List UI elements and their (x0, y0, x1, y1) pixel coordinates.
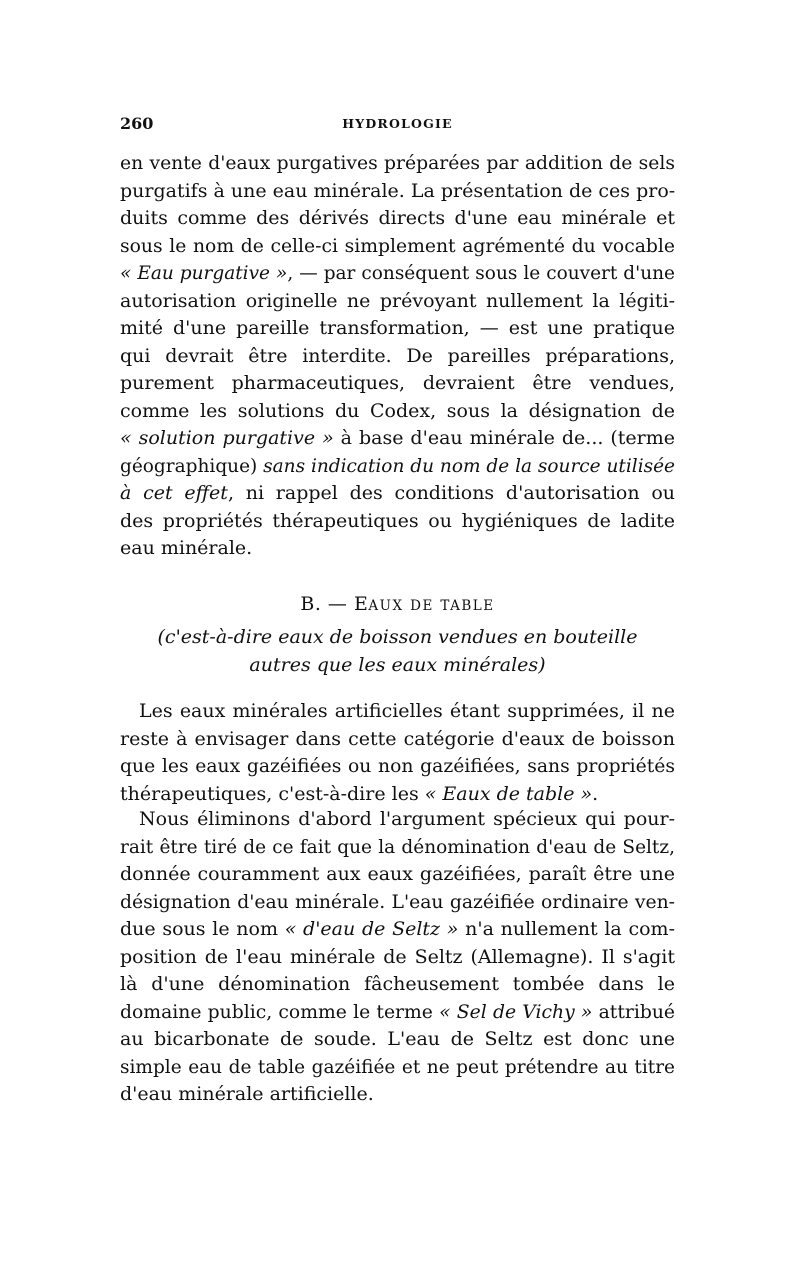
text-line: position de l'eau minérale de Seltz (Allemagne). Il s'agit (120, 945, 675, 968)
text-run: Nous éliminons d'abord l'argument spécieux qui pour- (139, 808, 675, 830)
text-line: que les eaux gazéifiées ou non gazéifiées, sans propriétés (120, 756, 675, 777)
paragraph-seltz-water (120, 806, 675, 1109)
text-run: attribué (592, 1001, 676, 1023)
italic-phrase: « solution purgative » (120, 427, 334, 449)
text-line: purement pharmaceutiques, devraient être vendues, (120, 372, 675, 394)
text-line: duits comme des dérivés directs d'une eau minérale et (120, 207, 675, 229)
text-line: simple eau de table gazéifiée et ne peut prétendre au titre (120, 1056, 675, 1078)
text-run: Les eaux minérales artificielles étant supprimées, il ne (139, 700, 675, 722)
text-line (120, 453, 675, 481)
text-run: due sous le nom (120, 918, 285, 940)
subtitle-line: (c'est-à-dire eaux de boisson vendues en bouteille (157, 626, 638, 648)
text-line (120, 480, 675, 508)
running-title: HYDROLOGIE (342, 116, 453, 131)
text-run: . (592, 782, 599, 805)
heading-word: TABLE (440, 598, 495, 614)
running-head (120, 114, 675, 138)
text-line: en vente d'eaux purgatives préparées par addition de sels (120, 153, 675, 174)
text-line: là d'une dénomination fâcheusement tombée dans le (120, 973, 675, 995)
italic-phrase: « d'eau de Seltz » (284, 918, 459, 940)
section-subtitle (120, 624, 675, 679)
text-line: rait être tiré de ce fait que la dénomination d'eau de Seltz, (120, 836, 675, 858)
text-run: , — par conséquent sous le couvert d'une (287, 263, 676, 284)
text-run: géographique) (120, 455, 264, 477)
subtitle-line: autres que les eaux minérales) (249, 653, 546, 676)
italic-phrase: « Eaux de table » (424, 782, 593, 805)
text-line: autorisation originelle ne prévoyant nullement la légiti- (120, 289, 675, 312)
text-run: n'a nullement la com- (458, 918, 675, 940)
text-run: à base d'eau minérale de... (terme (333, 427, 676, 449)
italic-phrase: à cet effet (120, 482, 228, 504)
text-line: eau minérale. (120, 537, 253, 559)
text-line: donnée couramment aux eaux gazéifiées, paraît être une (120, 863, 675, 885)
text-line: des propriétés thérapeutiques ou hygiéniques de ladite (120, 509, 675, 532)
text-line (120, 425, 675, 453)
text-line (120, 260, 675, 288)
italic-phrase: sans indication du nom de la source utilisée (263, 455, 675, 477)
heading-lead: B. — E (300, 593, 369, 615)
section-heading (120, 590, 675, 620)
text-line (120, 806, 675, 834)
heading-word: AUX (368, 598, 404, 614)
text-line: qui devrait être interdite. De pareilles préparations, (120, 344, 675, 367)
text-line (120, 781, 675, 809)
text-line: mité d'une pareille transformation, — est une pratique (120, 317, 675, 339)
text-line: purgatifs à une eau minérale. La présentation de ces pro- (120, 179, 676, 202)
italic-phrase: « Eau purgative » (120, 263, 288, 284)
paragraph-purgative-waters (120, 150, 675, 563)
paragraph-table-waters (120, 698, 675, 808)
text-line: sous le nom de celle-ci simplement agrémenté du vocable (120, 235, 675, 257)
text-line: au bicarbonate de soude. L'eau de Seltz est donc une (120, 1028, 675, 1050)
text-run: , ni rappel des conditions d'autorisation ou (227, 482, 676, 504)
text-run: thérapeutiques, c'est-à-dire les (120, 782, 425, 805)
page-number: 260 (120, 114, 154, 133)
text-line (120, 916, 675, 944)
text-line: reste à envisager dans cette catégorie d'eaux de boisson (120, 727, 675, 750)
text-run: domaine public, comme le terme (120, 1001, 440, 1023)
text-line (120, 698, 675, 726)
text-line (120, 999, 675, 1027)
italic-phrase: « Sel de Vichy » (439, 1001, 593, 1023)
text-line: désignation d'eau minérale. L'eau gazéifiée ordinaire ven- (120, 891, 675, 913)
text-line: comme les solutions du Codex, sous la désignation de (120, 399, 675, 422)
text-line: d'eau minérale artificielle. (120, 1083, 374, 1105)
heading-word: DE (410, 598, 434, 614)
